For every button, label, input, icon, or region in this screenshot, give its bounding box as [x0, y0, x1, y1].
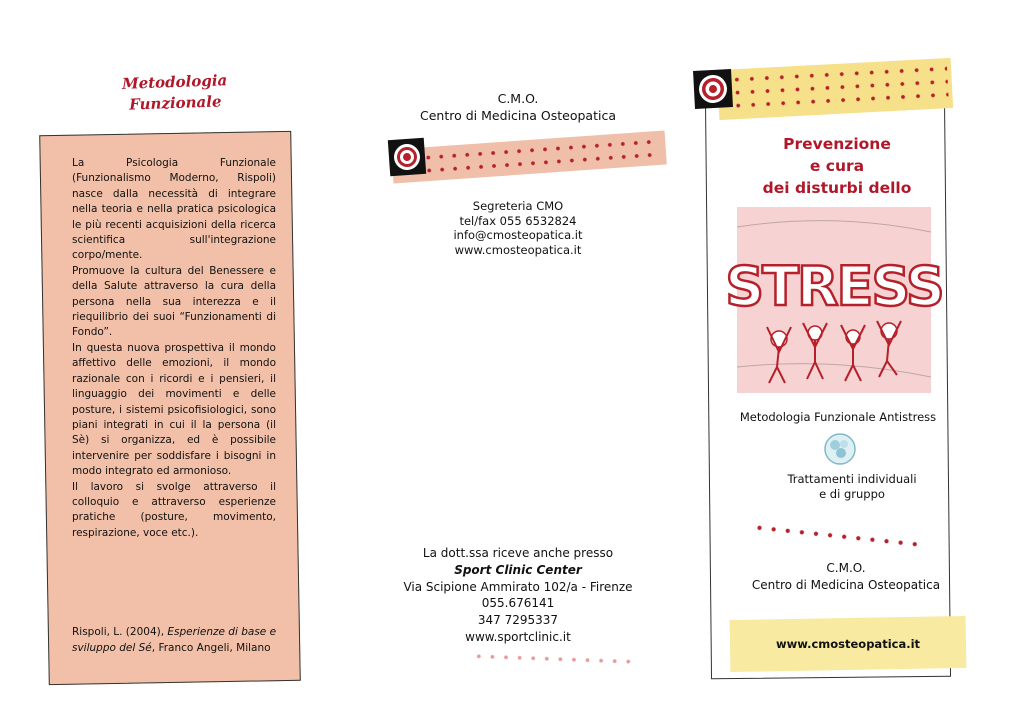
stress-illustration: [725, 207, 943, 393]
footer-center-name: Sport Clinic Center: [454, 562, 582, 577]
treatments-line-1: Trattamenti individuali: [787, 472, 917, 486]
footer-phone-1: 055.676141: [481, 596, 555, 611]
method-label: Metodologia Funzionale Antistress: [739, 410, 937, 424]
stress-word: STRESS: [725, 255, 943, 318]
title-line-2: e cura: [809, 157, 865, 175]
contact-email[interactable]: info@cmosteopatica.it: [453, 228, 583, 242]
paragraph-perspective: In questa nuova prospettiva il mondo affettivo delle emozioni, il mondo razionale con i ricordi e i pensieri, il linguaggio dei movimenti e delle posture, i sistemi psicofisiologici, sono piani integrati in cui il la persona (il Sè) si organizza, ed è possibile intervenire per soddisfare i bisogni in modo integrato ed armonioso.: [72, 341, 276, 478]
contact-phone: tel/fax 055 6532824: [459, 213, 577, 228]
middle-header-name: Centro di Medicina Osteopatica: [420, 108, 616, 123]
right-cmo-block: [742, 560, 950, 594]
paragraph-intro: La Psicologia Funzionale (Funzionalismo Moderno, Rispoli) nasce dalla necessità di integrare nella teoria e nella pratica psicologica le più recenti acquisizioni della ricerca scientifica sull'integrazione corpo/mente.: [72, 157, 276, 262]
contact-title: Segreteria CMO: [472, 199, 564, 213]
bubbles-logo-icon: [822, 433, 858, 465]
left-title-line2: Funzionale: [128, 92, 222, 114]
reference-prefix: Rispoli, L. (2004),: [72, 626, 168, 638]
footer-intro: La dott.ssa riceve anche presso: [422, 546, 614, 560]
target-icon: [388, 138, 426, 176]
footer-website[interactable]: www.sportclinic.it: [465, 629, 571, 644]
left-title-line1: Metodologia: [121, 71, 228, 93]
paragraph-promote: Promuove la cultura del Benessere e della Salute attraverso la cura della persona nella sua interezza e il riequilibrio dei suoi “Funzionamenti di Fondo”.: [72, 264, 276, 339]
right-cmo-name: Centro di Medicina Osteopatica: [751, 578, 941, 592]
right-panel-title: [742, 133, 932, 199]
treatments-label: [752, 472, 952, 502]
title-line-3: dei disturbi dello: [762, 179, 912, 197]
left-panel-body: [72, 156, 276, 541]
footer-address: Via Scipione Ammirato 102/a - Firenze: [403, 579, 633, 594]
middle-dotted-band: [391, 130, 667, 183]
treatments-line-2: e di gruppo: [819, 487, 885, 501]
reference-suffix: , Franco Angeli, Milano: [151, 642, 271, 654]
contact-website[interactable]: www.cmosteopatica.it: [454, 242, 582, 257]
middle-footer-block: [396, 545, 640, 646]
reference-title: Esperienze di base e sviluppo del Sé: [72, 626, 277, 654]
middle-header-acronym: C.M.O.: [497, 91, 539, 106]
middle-dots-decoration: [472, 651, 636, 667]
bibliographic-reference: [72, 624, 282, 656]
right-website-link[interactable]: www.cmosteopatica.it: [775, 637, 921, 651]
footer-phone-2: 347 7295337: [477, 613, 559, 628]
target-icon: [693, 69, 733, 109]
middle-contact-block: [420, 199, 616, 257]
right-cmo-acronym: C.M.O.: [826, 561, 866, 575]
paragraph-work: Il lavoro si svolge attraverso il colloquio e attraverso esperienze pratiche (posture, movimento, respirazione, voce etc.).: [72, 480, 276, 539]
left-panel-title: [99, 69, 250, 116]
title-line-1: Prevenzione: [783, 135, 891, 153]
middle-header: [400, 90, 636, 124]
